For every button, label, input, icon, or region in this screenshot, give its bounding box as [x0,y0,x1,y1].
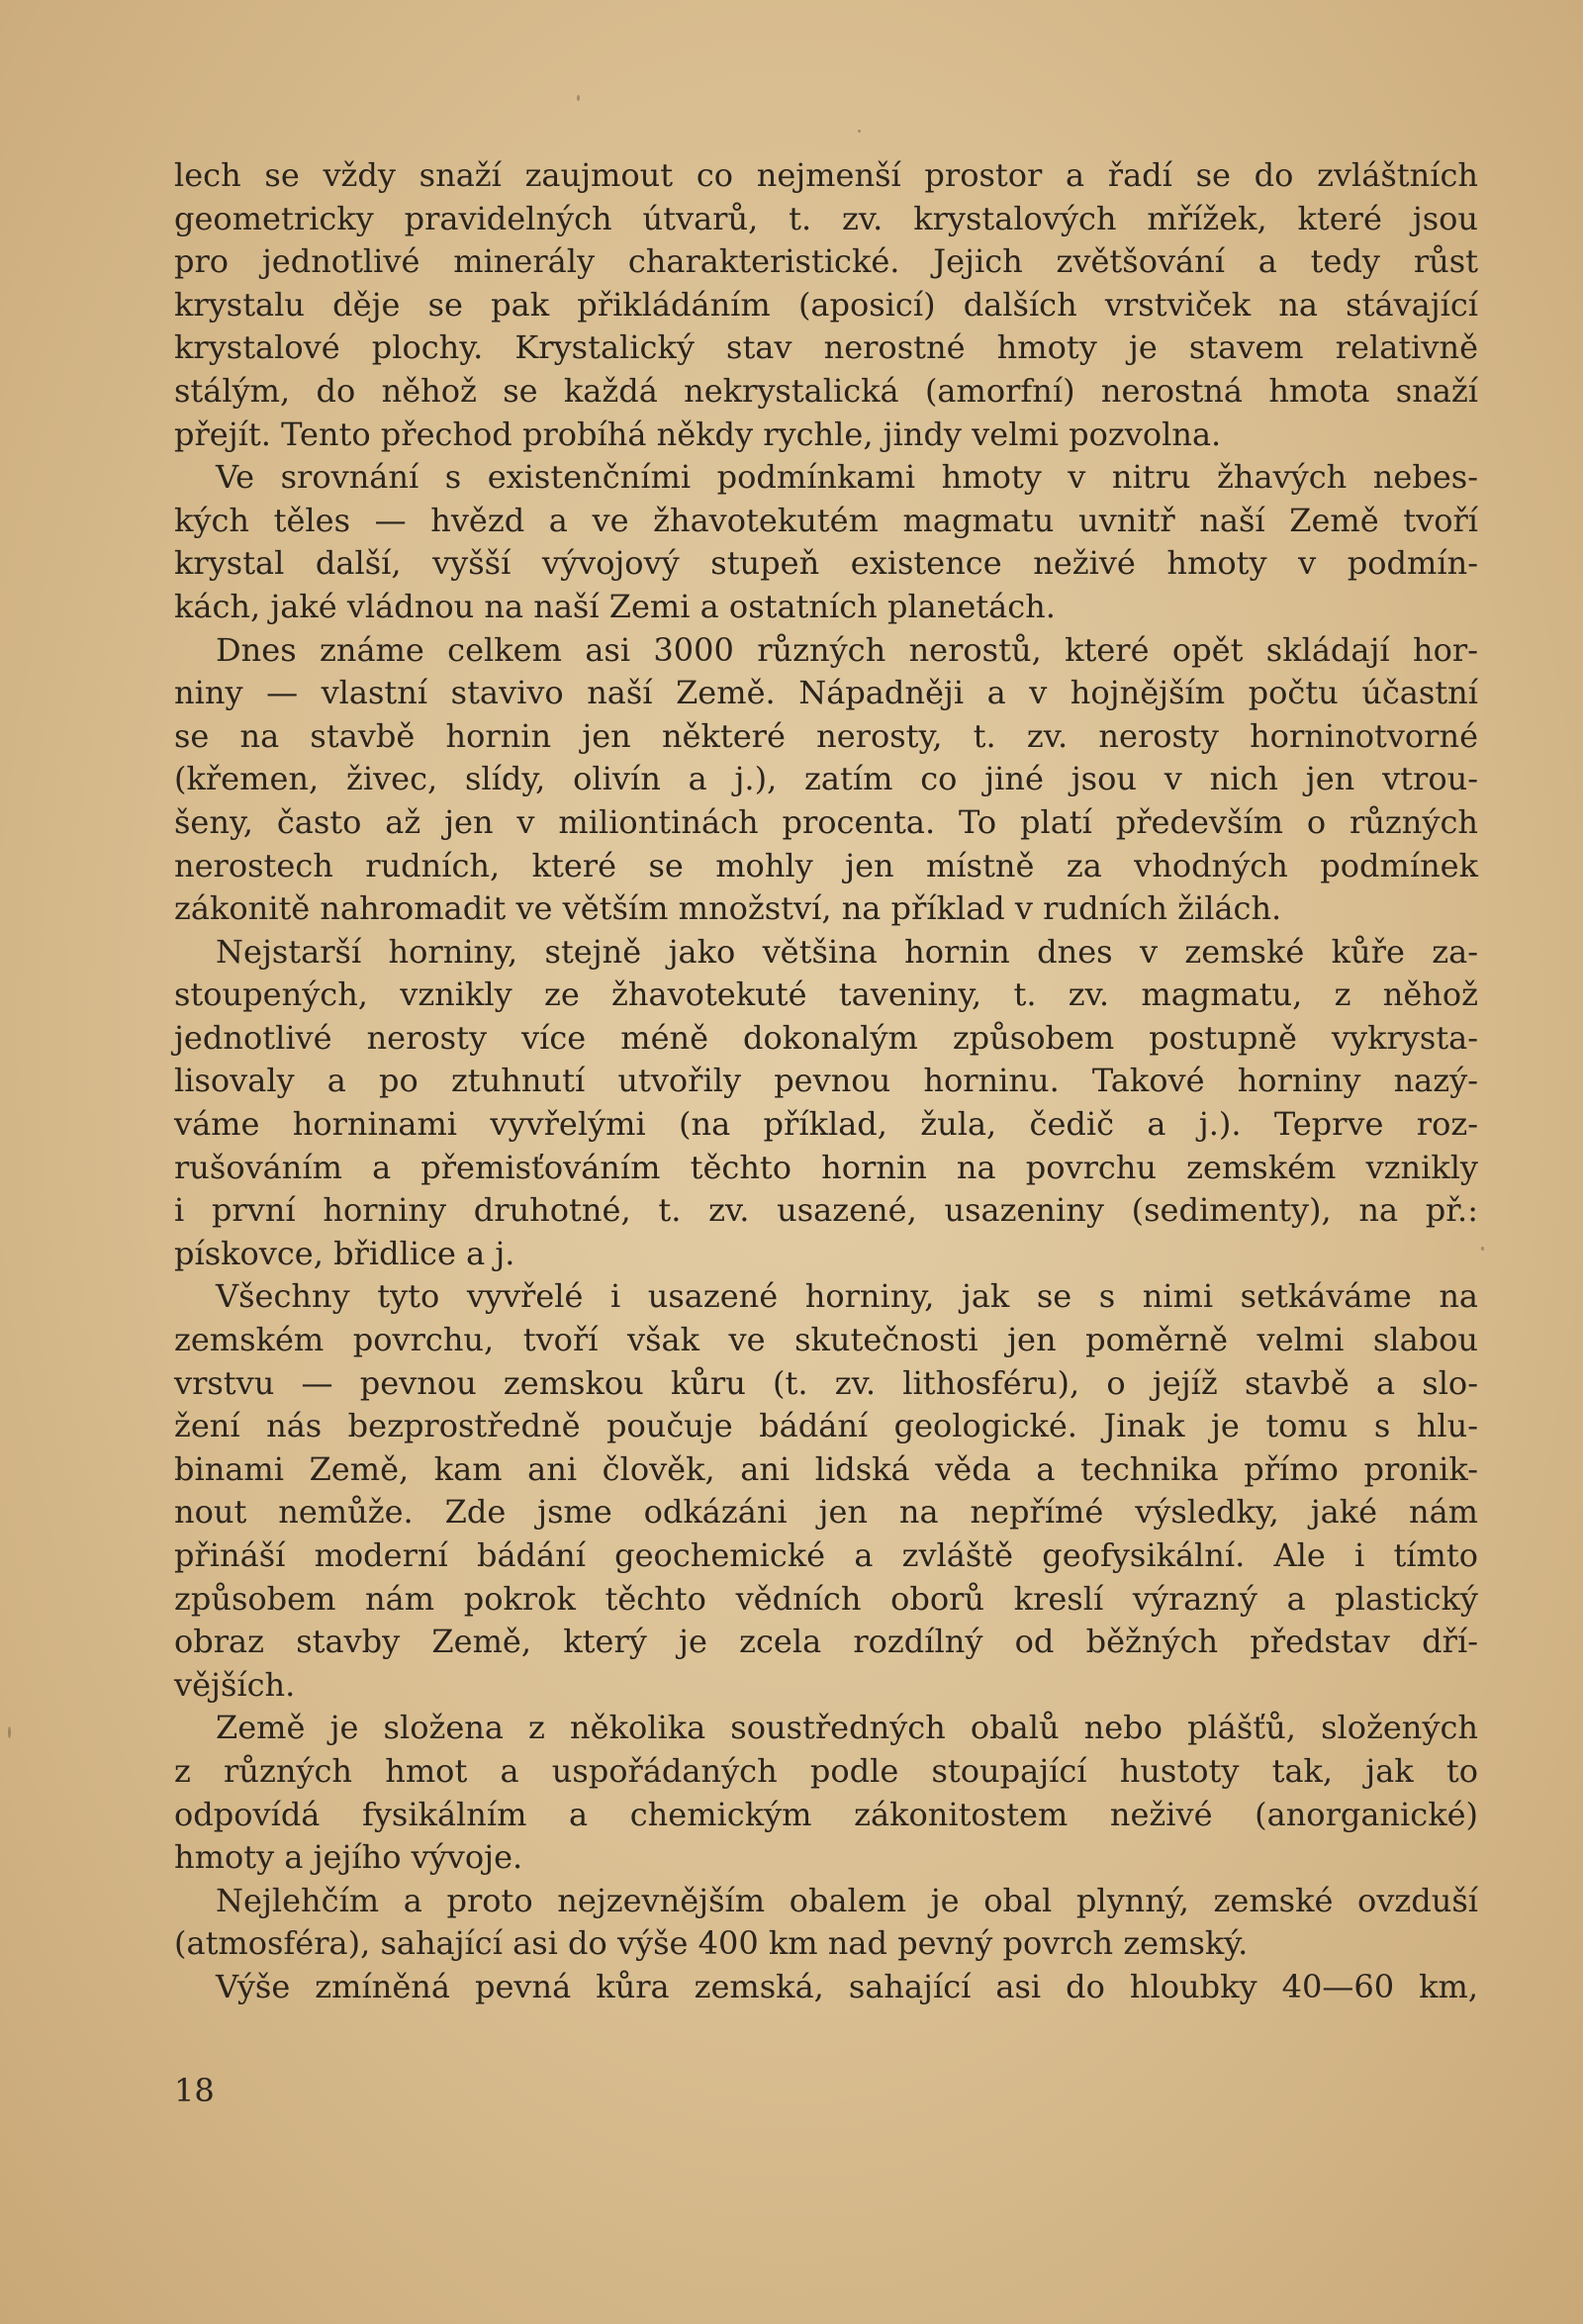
text-line: zákonitě nahromadit ve větším množství, na příklad v rudních žilách. [174,889,1282,928]
text-line: odpovídá fysikálním a chemickým zákonitostem neživé (anorganické) [174,1795,1478,1833]
text-line: pro jednotlivé minerály charakteristické. Jejich zvětšování a tedy růst [174,242,1478,281]
paper-speck [858,130,861,133]
text-line: geometricky pravidelných útvarů, t. zv. krystalových mřížek, které jsou [174,199,1478,237]
text-line: jednotlivé nerosty více méně dokonalým způsobem postupně vykrysta- [174,1018,1478,1057]
text-line: Ve srovnání s existenčními podmínkami hmoty v nitru žhavých nebes- [216,458,1478,497]
text-line: žení nás bezprostředně poučuje bádání geologické. Jinak je tomu s hlu- [174,1407,1478,1445]
text-line: způsobem nám pokrok těchto vědních oborů kreslí výrazný a plastický [174,1579,1478,1618]
text-line: Nejlehčím a proto nejzevnějším obalem je obal plynný, zemské ovzduší [216,1881,1478,1919]
text-line: krystal další, vyšší vývojový stupeň existence neživé hmoty v podmín- [174,544,1478,583]
text-line: krystalové plochy. Krystalický stav nerostné hmoty je stavem relativně [174,328,1478,367]
text-line: zemském povrchu, tvoří však ve skutečnosti jen poměrně velmi slabou [174,1321,1478,1359]
text-line: krystalu děje se pak přikládáním (aposicí) dalších vrstviček na stávající [174,285,1478,324]
text-line: niny — vlastní stavivo naší Země. Nápadněji a v hojnějším počtu účastní [174,674,1478,712]
text-line: kých těles — hvězd a ve žhavotekutém magmatu uvnitř naší Země tvoří [174,501,1478,539]
paper-speck [1481,1247,1484,1251]
text-line: (křemen, živec, slídy, olivín a j.), zatím co jiné jsou v nich jen vtrou- [174,760,1478,798]
text-line: kách, jaké vládnou na naší Zemi a ostatních planetách. [174,587,1056,625]
text-line: (atmosféra), sahající asi do výše 400 km nad pevný povrch zemský. [174,1924,1249,1963]
text-line: vějších. [174,1665,296,1704]
text-line: nout nemůže. Zde jsme odkázáni jen na nepřímé výsledky, jaké nám [174,1493,1478,1532]
text-line: přejít. Tento přechod probíhá někdy rychle, jindy velmi pozvolna. [174,415,1222,453]
text-line: stálým, do něhož se každá nekrystalická (amorfní) nerostná hmota snaží [174,371,1478,410]
paper-speck [577,95,580,101]
text-line: stoupených, vznikly ze žhavotekuté taveniny, t. zv. magmatu, z něhož [174,976,1478,1014]
text-line: lisovaly a po ztuhnutí utvořily pevnou horninu. Takové horniny nazý- [174,1062,1478,1100]
text-line: pískovce, břidlice a j. [174,1234,515,1272]
text-line: šeny, často až jen v miliontinách procenta. To platí především o různých [174,802,1478,841]
text-line: binami Země, kam ani člověk, ani lidská věda a technika přímo pronik- [174,1449,1478,1488]
text-line: Výše zmíněná pevná kůra zemská, sahající asi do hloubky 40—60 km, [216,1967,1478,2005]
paper-speck [8,1726,11,1738]
body-text [174,154,1478,2009]
text-line: i první horniny druhotné, t. zv. usazené, usazeniny (sedimenty), na př.: [174,1191,1478,1230]
text-line: z různých hmot a uspořádaných podle stoupající hustoty tak, jak to [174,1751,1478,1790]
text-line: Země je složena z několika soustředných obalů nebo plášťů, složených [216,1709,1478,1747]
text-line: Všechny tyto vyvřelé i usazené horniny, jak se s nimi setkáváme na [216,1277,1478,1316]
text-line: přináší moderní bádání geochemické a zvláště geofysikální. Ale i tímto [174,1536,1478,1574]
text-line: obraz stavby Země, který je zcela rozdílný od běžných představ dří- [174,1623,1478,1661]
text-line: hmoty a jejího vývoje. [174,1838,523,1877]
text-line: vrstvu — pevnou zemskou kůru (t. zv. lithosféru), o jejíž stavbě a slo- [174,1363,1478,1402]
text-line: se na stavbě hornin jen některé nerosty, t. zv. nerosty horninotvorné [174,716,1478,755]
page-number: 18 [174,2072,215,2109]
text-line: Nejstarší horniny, stejně jako většina hornin dnes v zemské kůře za- [216,932,1478,971]
text-line: váme horninami vyvřelými (na příklad, žula, čedič a j.). Teprve roz- [174,1105,1478,1144]
text-line: Dnes známe celkem asi 3000 různých nerostů, které opět skládají hor- [216,630,1478,669]
text-line: nerostech rudních, které se mohly jen místně za vhodných podmínek [174,846,1478,884]
text-line: rušováním a přemisťováním těchto hornin na povrchu zemském vznikly [174,1148,1478,1186]
text-line: lech se vždy snaží zaujmout co nejmenší prostor a řadí se do zvláštních [174,156,1478,194]
